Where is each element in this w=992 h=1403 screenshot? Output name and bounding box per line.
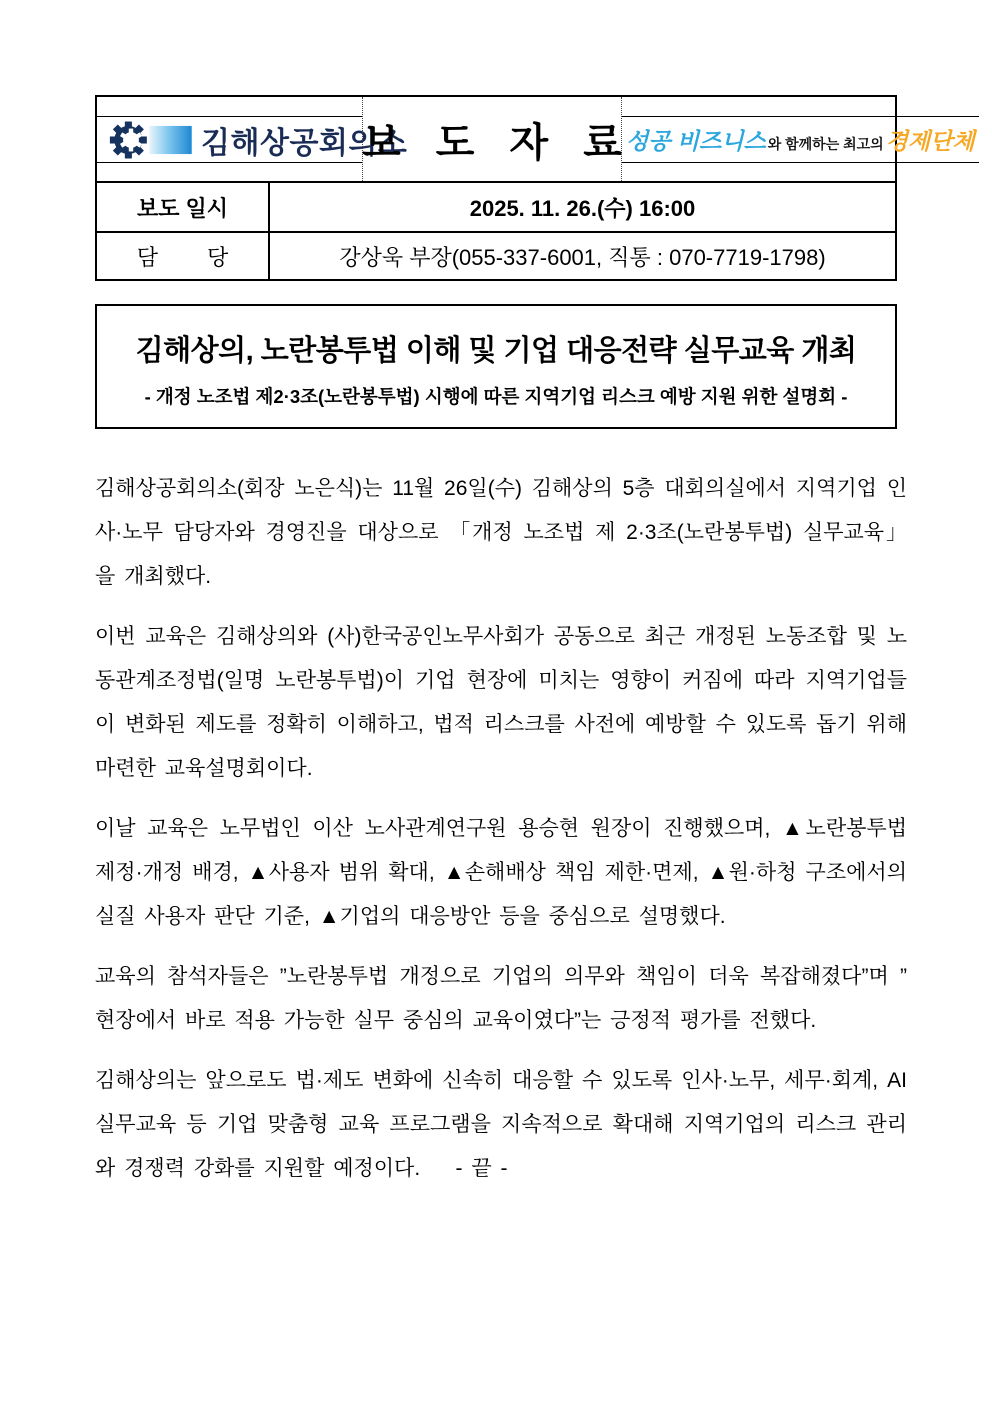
logo-rule-box — [97, 116, 408, 163]
contact-value: 강상욱 부장(055-337-6001, 직통 : 070-7719-1798) — [339, 244, 826, 270]
paragraph-2: 이번 교육은 김해상의와 (사)한국공인노무사회가 공동으로 최근 개정된 노동조합 및 노동관계조정법(일명 노란봉투법)이 기업 현장에 미치는 영향이 커짐에 따라 지역기업들이 변화된 제도를 정확히 이해하고, 법적 리스크를 사전에 예방할 수 있도록 돕기 위해 마련한 교육설명회이다. — [95, 625, 907, 780]
contact-label: 담 당 — [97, 233, 270, 279]
slogan-part-black: 와 함께하는 최고의 — [767, 136, 884, 152]
contact-row — [97, 231, 895, 279]
press-date-label: 보도 일시 — [97, 183, 270, 231]
header-band — [97, 97, 975, 183]
org-name: 김해상공회의소 — [201, 126, 408, 160]
slogan-part-orange: 경제단체 — [885, 128, 975, 154]
article-body — [95, 467, 907, 1191]
slogan — [626, 123, 975, 156]
gear-icon — [109, 118, 197, 162]
doc-type-title: 보 도 자 료 — [362, 120, 634, 165]
press-header-table — [95, 95, 975, 281]
press-date-value: 2025. 11. 26.(수) 16:00 — [469, 195, 696, 221]
slogan-part-blue: 성공 비즈니스 — [626, 128, 766, 154]
press-date-row — [97, 183, 895, 231]
headline-title: 김해상의, 노란봉투법 이해 및 기업 대응전략 실무교육 개최 — [135, 335, 857, 367]
logo-gradient-bar — [149, 125, 191, 153]
paragraph-3: 이날 교육은 노무법인 이산 노사관계연구원 용승현 원장이 진행했으며, ▲노란봉투법 제정·개정 배경, ▲사용자 범위 확대, ▲손해배상 책임 제한·면제, ▲원·하청 구조에서의 실질 사용자 판단 기준, ▲기업의 대응방안 등을 중심으로 설명했다. — [95, 817, 907, 928]
logo-cell — [97, 97, 408, 181]
paragraph-1: 김해상공회의소(회장 노은식)는 11월 26일(수) 김해상의 5층 대회의실에서 지역기업 인사·노무 담당자와 경영진을 대상으로 「개정 노조법 제 2·3조(노란봉투법) 실무교육」을 개최했다. — [95, 477, 907, 588]
headline-box — [95, 304, 897, 429]
slogan-cell — [622, 97, 979, 181]
paragraph-4: 교육의 참석자들은 ”노란봉투법 개정으로 기업의 의무와 책임이 더욱 복잡해졌다”며 ” 현장에서 바로 적용 가능한 실무 중심의 교육이였다”는 긍정적 평가를 전했다. — [95, 965, 907, 1032]
headline-subtitle: - 개정 노조법 제2·3조(노란봉투법) 시행에 따른 지역기업 리스크 예방 지원 위한 설명회 - — [144, 386, 848, 407]
paragraph-5: 김해상의는 앞으로도 법·제도 변화에 신속히 대응할 수 있도록 인사·노무, 세무·회계, AI 실무교육 등 기업 맞춤형 교육 프로그램을 지속적으로 확대해 지역기업의 리스크 관리와 경쟁력 강화를 지원할 예정이다. - 끝 - — [95, 1069, 907, 1180]
doc-type-cell — [362, 97, 634, 181]
slogan-rule-box — [622, 116, 979, 163]
